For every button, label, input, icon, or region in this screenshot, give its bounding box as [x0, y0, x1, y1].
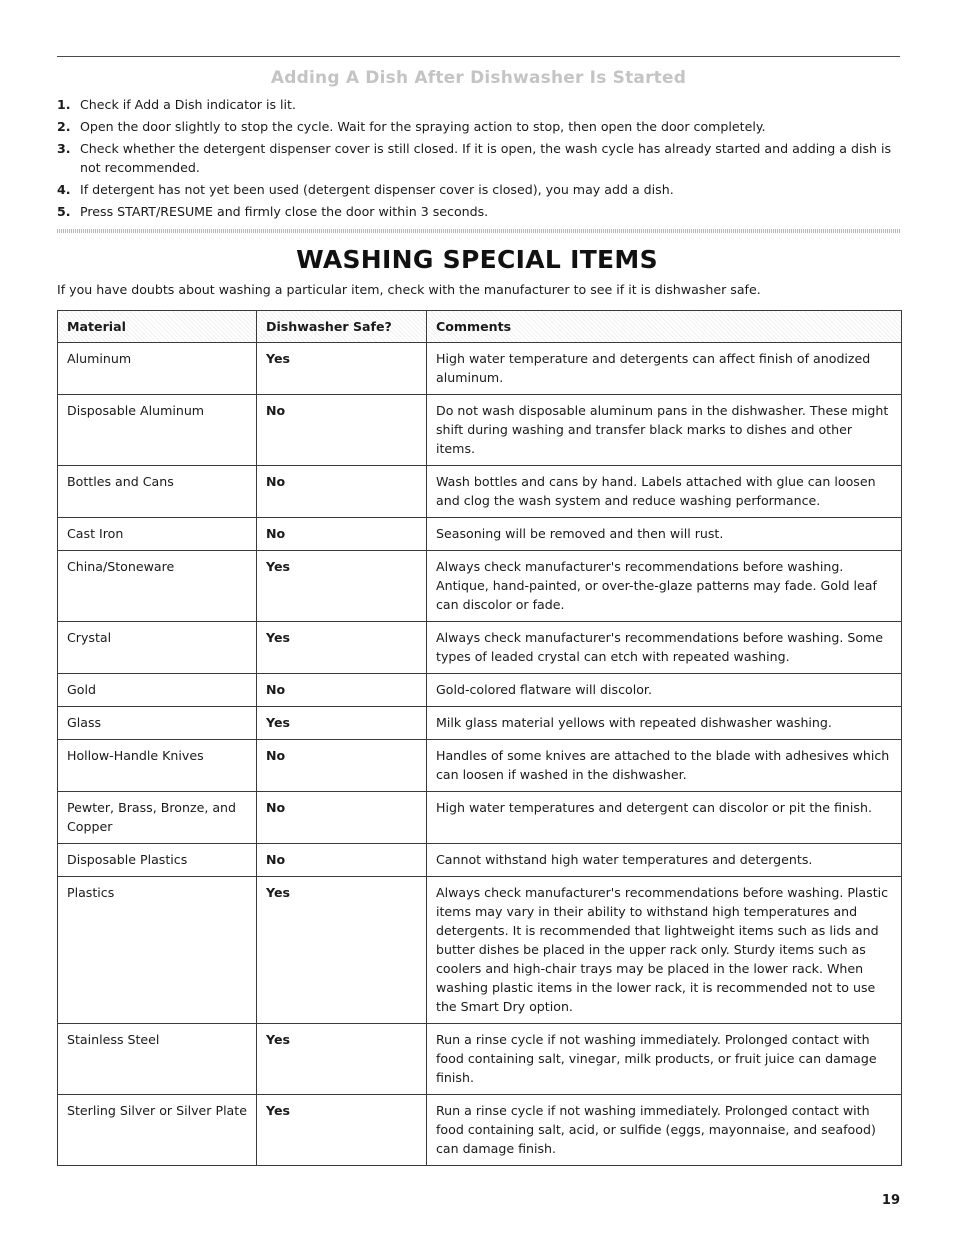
comments-cell: Always check manufacturer's recommendations before washing. Antique, hand-painted, or over-the-glaze patterns may fade. Gold leaf can discolor or fade.	[427, 551, 902, 622]
table-row	[58, 844, 902, 877]
safe-cell: Yes	[257, 343, 427, 395]
safe-cell: Yes	[257, 1024, 427, 1095]
table-row	[58, 343, 902, 395]
safe-cell: No	[257, 518, 427, 551]
material-cell: Cast Iron	[58, 518, 257, 551]
table-row	[58, 395, 902, 466]
comments-cell: Milk glass material yellows with repeated dishwasher washing.	[427, 707, 902, 740]
material-cell: Stainless Steel	[58, 1024, 257, 1095]
safe-cell: Yes	[257, 877, 427, 1024]
table-row	[58, 707, 902, 740]
step-number: 2.	[57, 119, 71, 134]
page-number: 19	[881, 1193, 900, 1208]
material-cell: Glass	[58, 707, 257, 740]
step-number: 1.	[57, 97, 71, 112]
comments-cell: Always check manufacturer's recommendations before washing. Some types of leaded crystal can etch with repeated washing.	[427, 622, 902, 674]
safe-cell: Yes	[257, 622, 427, 674]
section-heading: Adding A Dish After Dishwasher Is Started	[270, 68, 687, 88]
top-divider	[57, 56, 900, 57]
material-cell: Plastics	[58, 877, 257, 1024]
comments-cell: Run a rinse cycle if not washing immediately. Prolonged contact with food containing salt, acid, or sulfide (eggs, mayonnaise, and seafood) can damage finish.	[427, 1095, 902, 1166]
table-row	[58, 1024, 902, 1095]
dotted-divider	[57, 229, 900, 233]
comments-cell: Cannot withstand high water temperatures and detergents.	[427, 844, 902, 877]
comments-cell: Handles of some knives are attached to the blade with adhesives which can loosen if washed in the dishwasher.	[427, 740, 902, 792]
intro-text: If you have doubts about washing a particular item, check with the manufacturer to see if it is dishwasher safe.	[57, 282, 761, 297]
material-cell: Gold	[58, 674, 257, 707]
header-comments: Comments	[427, 311, 902, 343]
table-row	[58, 740, 902, 792]
table-row	[58, 792, 902, 844]
comments-cell: Do not wash disposable aluminum pans in the dishwasher. These might shift during washing and transfer black marks to dishes and other items.	[427, 395, 902, 466]
safe-cell: No	[257, 466, 427, 518]
step-number: 3.	[57, 141, 71, 156]
material-cell: Aluminum	[58, 343, 257, 395]
page-title: WASHING SPECIAL ITEMS	[296, 245, 658, 274]
safe-cell: No	[257, 674, 427, 707]
material-cell: Bottles and Cans	[58, 466, 257, 518]
safe-cell: No	[257, 395, 427, 466]
safe-cell: No	[257, 792, 427, 844]
material-cell: Sterling Silver or Silver Plate	[58, 1095, 257, 1166]
material-cell: Hollow-Handle Knives	[58, 740, 257, 792]
table-row	[58, 551, 902, 622]
table-row	[58, 674, 902, 707]
step-item	[57, 180, 900, 199]
step-text: If detergent has not yet been used (detergent dispenser cover is closed), you may add a dish.	[80, 182, 674, 197]
step-item	[57, 139, 900, 177]
table-header-row	[58, 311, 902, 343]
header-dishwasher-safe: Dishwasher Safe?	[257, 311, 427, 343]
table-row	[58, 622, 902, 674]
table-row	[58, 877, 902, 1024]
comments-cell: Always check manufacturer's recommendations before washing. Plastic items may vary in their ability to withstand high temperatures and detergents. It is recommended that lightweight items such as lids and butter dishes be placed in the upper rack only. Sturdy items such as coolers and high-chair trays may be placed in the lower rack. When washing plastic items in the lower rack, it is recommended not to use the Smart Dry option.	[427, 877, 902, 1024]
step-item	[57, 95, 900, 114]
comments-cell: Wash bottles and cans by hand. Labels attached with glue can loosen and clog the wash system and reduce washing performance.	[427, 466, 902, 518]
comments-cell: High water temperatures and detergent can discolor or pit the finish.	[427, 792, 902, 844]
header-material: Material	[58, 311, 257, 343]
material-cell: Pewter, Brass, Bronze, and Copper	[58, 792, 257, 844]
comments-cell: Seasoning will be removed and then will rust.	[427, 518, 902, 551]
comments-cell: Run a rinse cycle if not washing immediately. Prolonged contact with food containing salt, vinegar, milk products, or fruit juice can damage finish.	[427, 1024, 902, 1095]
step-item	[57, 117, 900, 136]
safe-cell: Yes	[257, 1095, 427, 1166]
comments-cell: High water temperature and detergents can affect finish of anodized aluminum.	[427, 343, 902, 395]
material-cell: Disposable Aluminum	[58, 395, 257, 466]
material-cell: China/Stoneware	[58, 551, 257, 622]
material-cell: Crystal	[58, 622, 257, 674]
material-cell: Disposable Plastics	[58, 844, 257, 877]
instruction-steps	[57, 95, 900, 224]
table-row	[58, 466, 902, 518]
special-items-table	[57, 310, 902, 1166]
step-text: Press START/RESUME and firmly close the door within 3 seconds.	[80, 204, 489, 219]
step-text: Check whether the detergent dispenser cover is still closed. If it is open, the wash cycle has already started and adding a dish is not recommended.	[80, 141, 892, 175]
comments-cell: Gold-colored flatware will discolor.	[427, 674, 902, 707]
step-number: 5.	[57, 204, 71, 219]
step-item	[57, 202, 900, 221]
table-row	[58, 1095, 902, 1166]
safe-cell: No	[257, 740, 427, 792]
safe-cell: Yes	[257, 551, 427, 622]
table-row	[58, 518, 902, 551]
step-number: 4.	[57, 182, 71, 197]
safe-cell: No	[257, 844, 427, 877]
step-text: Open the door slightly to stop the cycle. Wait for the spraying action to stop, then open the door completely.	[80, 119, 766, 134]
safe-cell: Yes	[257, 707, 427, 740]
step-text: Check if Add a Dish indicator is lit.	[80, 97, 296, 112]
